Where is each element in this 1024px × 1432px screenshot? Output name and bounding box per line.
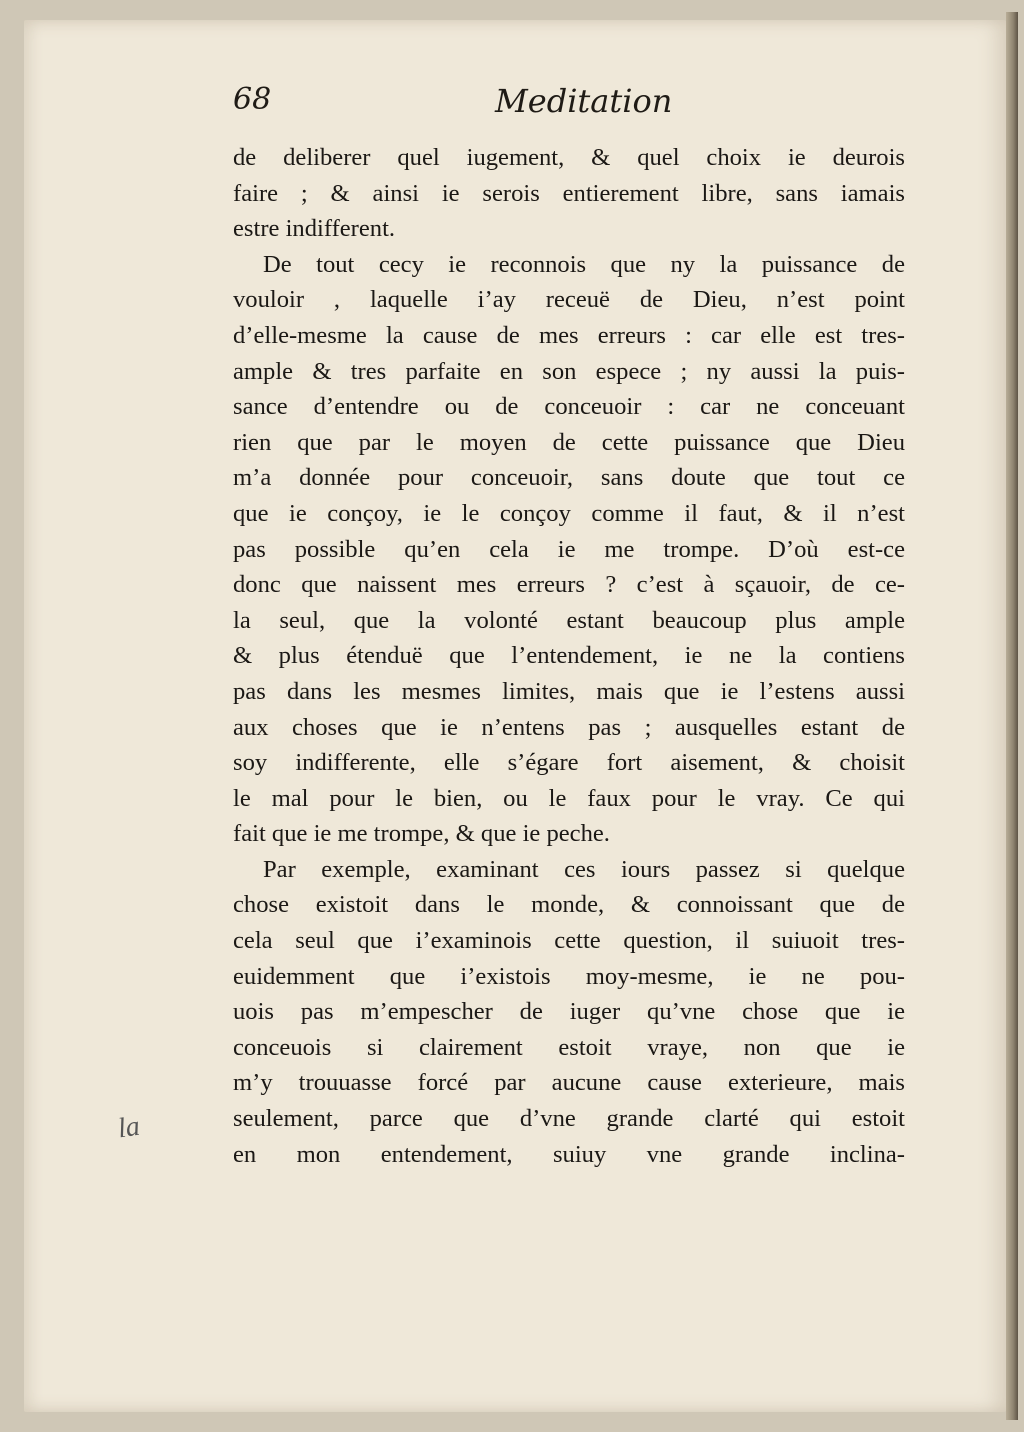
text-line: le mal pour le bien, ou le faux pour le vray. Ce qui: [233, 784, 905, 812]
handwritten-margin-note: la: [115, 1110, 142, 1145]
text-line: vouloir , laquelle i’ay receuë de Dieu, n’est point: [233, 286, 905, 314]
text-line: estre indifferent.: [233, 215, 396, 243]
text-line: pas dans les mesmes limites, mais que ie l’estens aussi: [233, 677, 905, 705]
page-number: 68: [233, 82, 272, 117]
body-text: [233, 140, 905, 1172]
page-header: [233, 82, 903, 126]
text-line: aux choses que ie n’entens pas ; ausquelles estant de: [233, 713, 905, 741]
text-line: cela seul que i’examinois cette question, il suiuoit tres-: [233, 927, 905, 955]
text-line: en mon entendement, suiuy vne grande inclina-: [233, 1140, 905, 1168]
text-line: donc que naissent mes erreurs ? c’est à sçauoir, de ce-: [233, 571, 905, 599]
text-line: de deliberer quel iugement, & quel choix ie deurois: [233, 144, 905, 171]
text-line: m’a donnée pour conceuoir, sans doute que tout ce: [233, 464, 905, 492]
text-line: chose existoit dans le monde, & connoissant que de: [233, 891, 905, 919]
text-line: rien que par le moyen de cette puissance que Dieu: [233, 428, 905, 456]
text-line: conceuois si clairement estoit vraye, non que ie: [233, 1033, 905, 1061]
text-line: faire ; & ainsi ie serois entierement libre, sans iamais: [233, 179, 905, 207]
running-title: Meditation: [495, 82, 673, 120]
text-line: la seul, que la volonté estant beaucoup plus ample: [233, 606, 905, 634]
text-line: De tout cecy ie reconnois que ny la puissance de: [263, 250, 905, 278]
text-line: soy indifferente, elle s’égare fort aisement, & choisit: [233, 749, 905, 777]
text-line: fait que ie me trompe, & que ie peche.: [233, 820, 610, 848]
page-edge: [1006, 12, 1018, 1420]
text-line: m’y trouuasse forcé par aucune cause exterieure, mais: [233, 1069, 905, 1097]
text-line: que ie conçoy, ie le conçoy comme il faut, & il n’est: [233, 499, 905, 527]
text-line: euidemment que i’existois moy-mesme, ie ne pou-: [233, 962, 905, 990]
text-line: & plus étenduë que l’entendement, ie ne la contiens: [233, 642, 905, 670]
text-line: sance d’entendre ou de conceuoir : car ne conceuant: [233, 393, 905, 421]
text-line: pas possible qu’en cela ie me trompe. D’où est-ce: [233, 535, 905, 563]
text-line: uois pas m’empescher de iuger qu’vne chose que ie: [233, 998, 905, 1026]
text-line: Par exemple, examinant ces iours passez si quelque: [263, 855, 905, 883]
text-line: d’elle-mesme la cause de mes erreurs : car elle est tres-: [233, 321, 905, 349]
text-line: ample & tres parfaite en son espece ; ny aussi la puis-: [233, 357, 905, 385]
text-line: seulement, parce que d’vne grande clarté qui estoit: [233, 1105, 905, 1133]
